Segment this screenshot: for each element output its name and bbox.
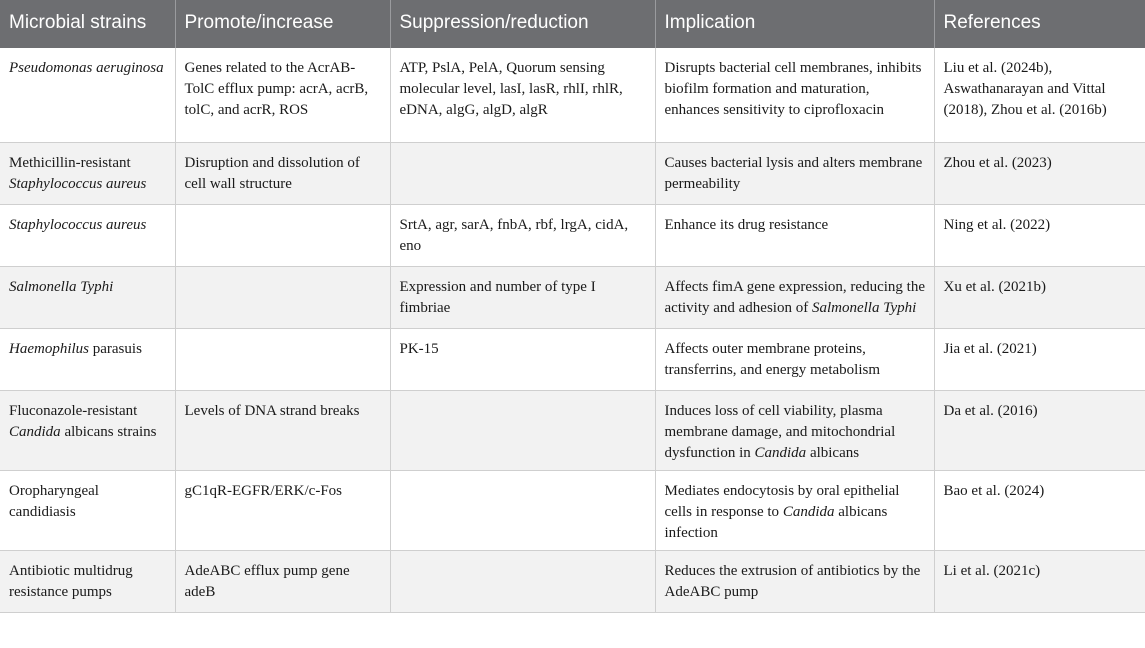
cell-text: Causes bacterial lysis and alters membrane permeability [664, 154, 923, 192]
cell-text: parasuis [89, 340, 142, 357]
cell-text: Enhance its drug resistance [664, 216, 829, 233]
cell-text: Li et al. (2021c) [943, 562, 1041, 579]
table-body [0, 48, 1145, 612]
cell-suppress [390, 328, 655, 390]
table-row [0, 266, 1145, 328]
cell-text: Zhou et al. (2023) [943, 154, 1052, 171]
cell-suppress [390, 266, 655, 328]
cell-strain [0, 48, 175, 142]
cell-text: Candida [9, 423, 61, 440]
cell-text: SrtA, agr, sarA, fnbA, rbf, lrgA, cidA, eno [399, 216, 629, 254]
cell-promote [175, 142, 390, 204]
cell-text: Candida [782, 503, 835, 520]
cell-text: Disruption and dissolution of cell wall structure [184, 154, 360, 192]
header-implication: Implication [655, 0, 934, 48]
cell-suppress [390, 142, 655, 204]
cell-text: Bao et al. (2024) [943, 482, 1045, 499]
cell-text: Xu et al. (2021b) [943, 278, 1046, 295]
cell-implication [655, 204, 934, 266]
cell-references [934, 550, 1145, 612]
cell-promote [175, 266, 390, 328]
cell-text: Staphylococcus aureus [9, 175, 147, 192]
cell-text: Salmonella Typhi [9, 278, 114, 295]
table-row [0, 470, 1145, 550]
cell-strain [0, 390, 175, 470]
cell-implication [655, 390, 934, 470]
cell-references [934, 48, 1145, 142]
cell-text: PK-15 [399, 340, 439, 357]
cell-promote [175, 550, 390, 612]
cell-strain [0, 550, 175, 612]
cell-text: Candida [754, 444, 807, 461]
cell-text: Genes related to the AcrAB-TolC efflux pump: acrA, acrB, tolC, and acrR, ROS [184, 60, 369, 118]
header-microbial-strains: Microbial strains [0, 0, 175, 48]
cell-suppress [390, 550, 655, 612]
cell-text: Jia et al. (2021) [943, 340, 1037, 357]
header-references: References [943, 12, 1041, 33]
cell-references [934, 470, 1145, 550]
cell-text: Da et al. (2016) [943, 402, 1038, 419]
cell-implication [655, 470, 934, 550]
cell-text: Fluconazole-resistant [9, 402, 138, 419]
cell-text: Liu et al. (2024b), Aswathanarayan and Vittal (2018), Zhou et al. (2016b) [943, 60, 1107, 118]
cell-text: Antibiotic multidrug resistance pumps [9, 562, 133, 600]
cell-text: Salmonella Typhi [811, 299, 917, 316]
cell-references [934, 204, 1145, 266]
cell-suppress [390, 470, 655, 550]
cell-text: Oropharyngeal candidiasis [9, 482, 99, 520]
table-row [0, 550, 1145, 612]
cell-strain [0, 204, 175, 266]
table-row [0, 48, 1145, 142]
table-row [0, 142, 1145, 204]
cell-text: AdeABC efflux pump gene adeB [184, 562, 350, 600]
cell-implication [655, 550, 934, 612]
cell-text: Affects outer membrane proteins, transferrins, and energy metabolism [664, 340, 880, 378]
header-row [0, 0, 1145, 48]
table-header [0, 0, 1145, 48]
cell-implication [655, 142, 934, 204]
cell-text: albicans strains [60, 423, 157, 440]
cell-references [934, 328, 1145, 390]
cell-suppress [390, 390, 655, 470]
cell-promote [175, 328, 390, 390]
cell-text: Staphylococcus aureus [9, 216, 147, 233]
cell-text: Disrupts bacterial cell membranes, inhibits biofilm formation and maturation, enhances sensitivity to ciprofloxacin [664, 60, 922, 118]
cell-text: Mediates endocytosis by oral epithelial cells in response to [664, 482, 900, 520]
cell-text: Levels of DNA strand breaks [184, 402, 360, 419]
cell-text: Expression and number of type I fimbriae [399, 278, 596, 316]
cell-promote [175, 204, 390, 266]
header-promote-increase: Promote/increase [175, 0, 390, 48]
cell-text: gC1qR-EGFR/ERK/c-Fos [184, 482, 343, 499]
cell-text: Ning et al. (2022) [943, 216, 1051, 233]
cell-promote [175, 470, 390, 550]
cell-text: Haemophilus [9, 340, 89, 357]
cell-text: Induces loss of cell viability, plasma membrane damage, and mitochondrial dysfunction in [664, 402, 896, 461]
cell-implication [655, 48, 934, 142]
cell-strain [0, 142, 175, 204]
cell-text: Reduces the extrusion of antibiotics by the AdeABC pump [664, 562, 921, 600]
cell-references [934, 142, 1145, 204]
cell-strain [0, 266, 175, 328]
cell-promote [175, 48, 390, 142]
cell-promote [175, 390, 390, 470]
cell-text: albicans infection [664, 503, 888, 541]
cell-strain [0, 328, 175, 390]
cell-text: Pseudomonas aeruginosa [9, 60, 164, 76]
header-suppression-reduction: Suppression/reduction [390, 0, 655, 48]
cell-text: Methicillin-resistant [9, 154, 131, 171]
cell-references [934, 266, 1145, 328]
cell-suppress [390, 204, 655, 266]
table-row [0, 390, 1145, 470]
cell-suppress [390, 48, 655, 142]
table-row [0, 204, 1145, 266]
table-row [0, 328, 1145, 390]
cell-implication [655, 266, 934, 328]
cell-text: ATP, PslA, PelA, Quorum sensing molecular level, lasI, lasR, rhlI, rhlR, eDNA, algG, algD, algR [399, 60, 623, 118]
cell-text: Affects fimA gene expression, reducing the activity and adhesion of [664, 278, 925, 316]
cell-text: albicans [806, 444, 860, 461]
cell-implication [655, 328, 934, 390]
cell-strain [0, 470, 175, 550]
cell-references [934, 390, 1145, 470]
